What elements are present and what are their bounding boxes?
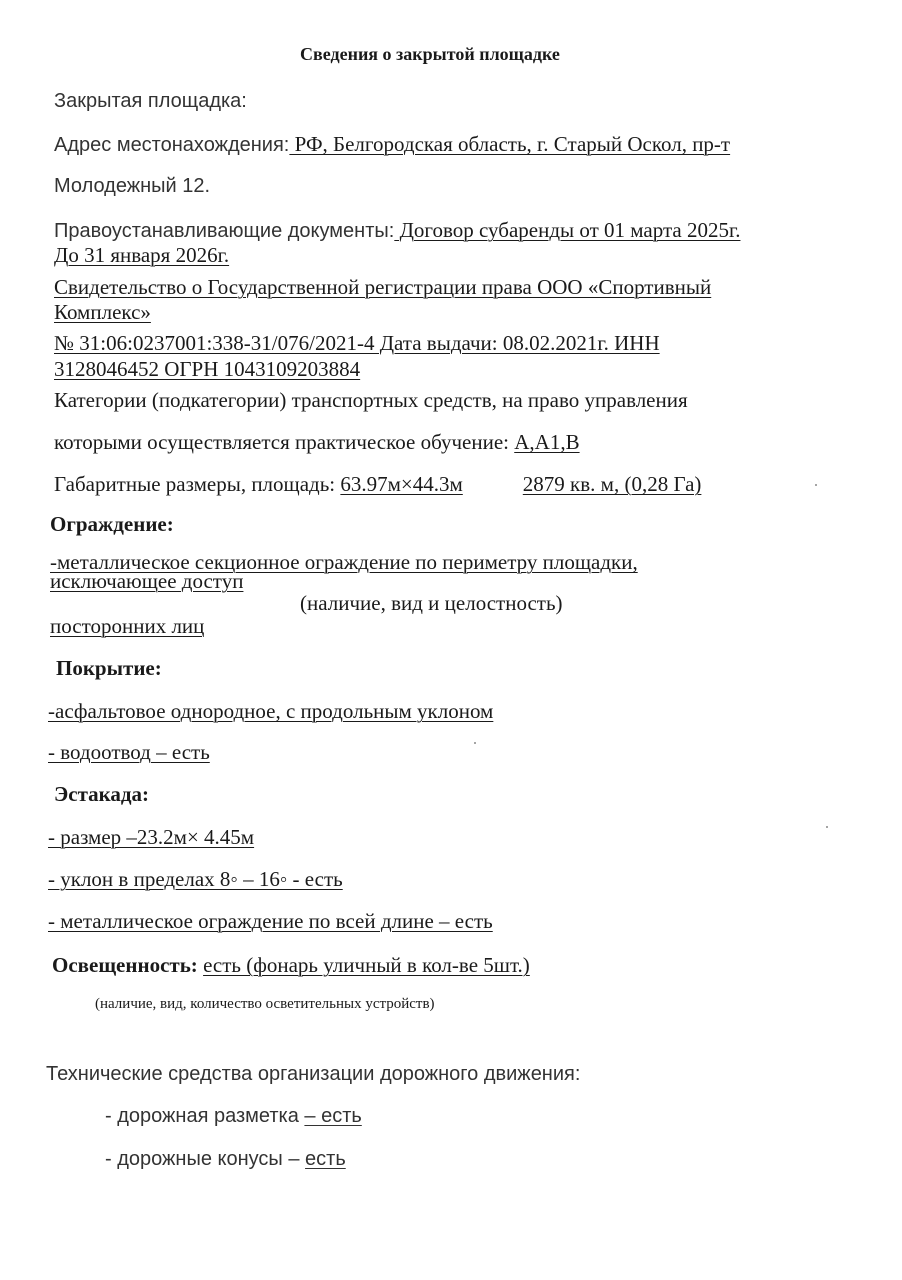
lighting-value: есть (фонарь уличный в кол-ве 5шт.) xyxy=(203,953,530,977)
registration-company: Комплекс» xyxy=(54,300,151,324)
dimensions-line xyxy=(54,472,701,496)
contract-end-date: До 31 января 2026г. xyxy=(54,243,230,267)
registration-certificate: Свидетельство о Государственной регистрации права ООО «Спортивный xyxy=(54,275,712,299)
traffic-heading: Технические средства организации дорожного движения: xyxy=(46,1063,581,1085)
documents-line-1 xyxy=(54,218,740,243)
cones-value: есть xyxy=(305,1148,346,1170)
markings-value: – есть xyxy=(304,1105,362,1127)
surface-line-2: - водоотвод – есть xyxy=(48,740,210,764)
categories-label: которыми осуществляется практическое обучение: xyxy=(54,430,515,454)
categories-line-2 xyxy=(54,430,580,454)
surface-heading: Покрытие: xyxy=(56,656,162,680)
address-label: Адрес местонахождения: xyxy=(54,134,290,156)
registration-number: № 31:06:0237001:338-31/076/2021-4 Дата выдачи: 08.02.2021г. ИНН xyxy=(54,331,660,355)
overpass-fence: - металлическое ограждение по всей длине – есть xyxy=(48,909,493,933)
dimensions-size: 63.97м×44.3м xyxy=(340,472,463,496)
fence-hint: (наличие, вид и целостность) xyxy=(300,591,563,615)
lighting-heading: Освещенность: xyxy=(52,953,198,977)
fence-line-3: посторонних лиц xyxy=(50,614,205,638)
address-line-2: Молодежный 12. xyxy=(54,175,211,197)
overpass-heading: Эстакада: xyxy=(54,782,150,806)
document-title: Сведения о закрытой площадке xyxy=(300,44,560,64)
site-label: Закрытая площадка: xyxy=(54,90,247,112)
lighting-line xyxy=(52,953,530,977)
overpass-slope: - уклон в пределах 8◦ – 16◦ - есть xyxy=(48,867,343,891)
scan-speck xyxy=(474,742,476,744)
overpass-size: - размер –23.2м× 4.45м xyxy=(48,825,255,849)
fence-line-1: -металлическое секционное ограждение по периметру площадки, xyxy=(50,550,638,574)
registration-inn-ogrn: 3128046452 ОГРН 1043109203884 xyxy=(54,357,361,381)
address-line-1 xyxy=(54,132,730,157)
documents-label: Правоустанавливающие документы: xyxy=(54,220,395,242)
dimensions-label: Габаритные размеры, площадь: xyxy=(54,472,341,496)
fence-heading: Ограждение: xyxy=(50,512,174,536)
scan-speck xyxy=(815,484,817,486)
dimensions-area: 2879 кв. м, (0,28 Га) xyxy=(522,472,702,496)
surface-line-1: -асфальтовое однородное, с продольным уклоном xyxy=(48,699,494,723)
address-value: РФ, Белгородская область, г. Старый Оскол, пр-т xyxy=(289,132,731,156)
fence-line-2: исключающее доступ xyxy=(50,569,244,593)
traffic-item-markings xyxy=(105,1104,362,1128)
markings-label: - дорожная разметка xyxy=(105,1105,305,1127)
scan-speck xyxy=(826,826,828,828)
cones-label: - дорожные конусы – xyxy=(105,1148,306,1170)
categories-value: А,А1,В xyxy=(514,430,580,454)
contract-text: Договор субаренды от 01 марта 2025г. xyxy=(394,218,741,242)
lighting-hint: (наличие, вид, количество осветительных устройств) xyxy=(95,996,435,1012)
categories-line-1: Категории (подкатегории) транспортных средств, на право управления xyxy=(54,388,688,412)
traffic-item-cones xyxy=(105,1147,346,1171)
